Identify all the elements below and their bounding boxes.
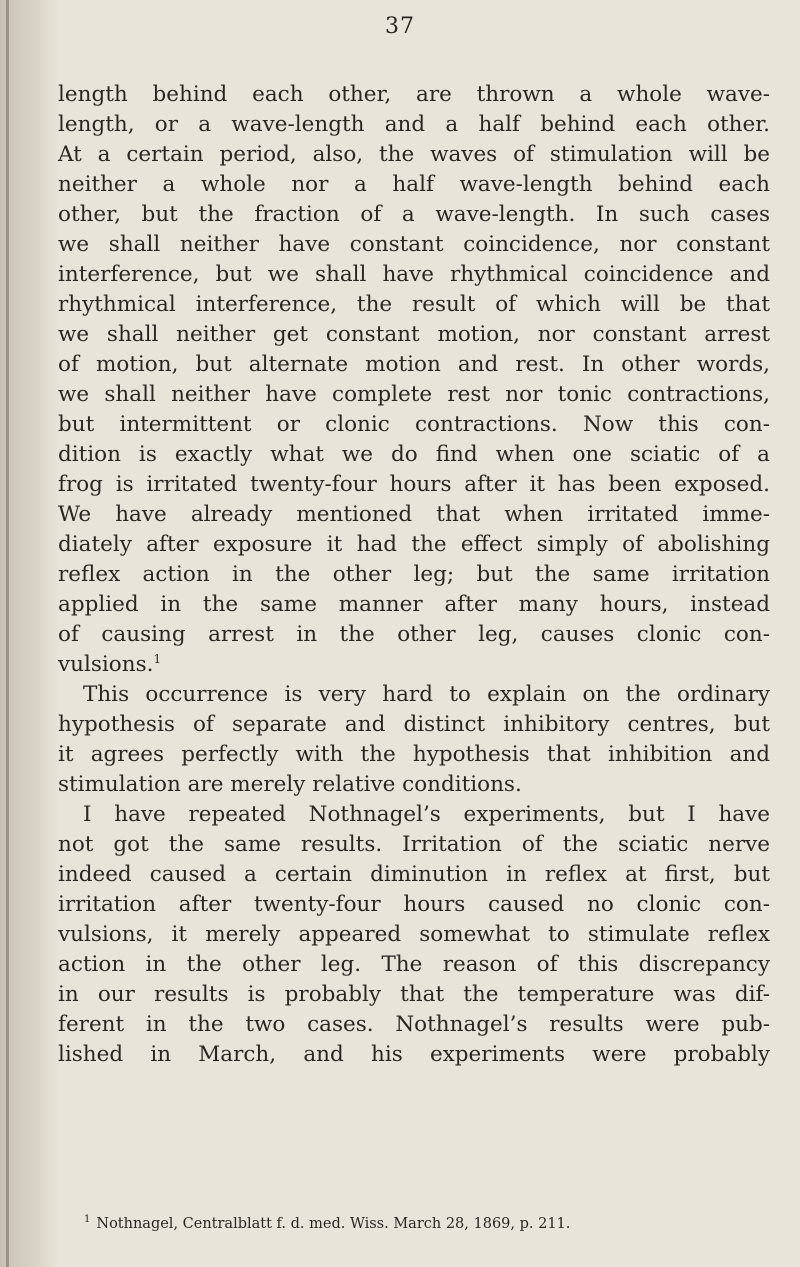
text-line-content: vulsions. (58, 652, 154, 677)
text-line-content: rhythmical interference, the result of which will be that (58, 292, 770, 317)
text-line (58, 110, 770, 140)
text-line-content: we shall neither get constant motion, nor constant arrest (58, 322, 770, 347)
footnote (84, 1214, 764, 1234)
text-line-content: reflex action in the other leg; but the same irritation (58, 562, 770, 587)
text-line-content: neither a whole nor a half wave-length behind each (58, 172, 770, 197)
text-line-content: vulsions, it merely appeared somewhat to stimulate reflex (58, 922, 770, 947)
text-line (58, 380, 770, 410)
text-line (58, 530, 770, 560)
text-line-content: We have already mentioned that when irritated imme- (58, 502, 770, 527)
text-line-content: length, or a wave-length and a half behind each other. (58, 112, 770, 137)
text-line (58, 350, 770, 380)
text-line-content: stimulation are merely relative conditions. (58, 772, 522, 797)
text-line-content: of motion, but alternate motion and rest. In other words, (58, 352, 770, 377)
text-line-content: applied in the same manner after many hours, instead (58, 592, 770, 617)
text-line (58, 1040, 770, 1070)
text-line (58, 650, 770, 680)
text-line-content: interference, but we shall have rhythmical coincidence and (58, 262, 770, 287)
text-line (58, 320, 770, 350)
text-line (58, 980, 770, 1010)
text-line-content: indeed caused a certain diminution in reflex at first, but (58, 862, 770, 887)
text-line-content: but intermittent or clonic contractions. Now this con- (58, 412, 770, 437)
text-line (58, 710, 770, 740)
text-line-content: diately after exposure it had the effect simply of abolishing (58, 532, 770, 557)
text-line (58, 440, 770, 470)
text-line-content: length behind each other, are thrown a whole wave- (58, 82, 770, 107)
footnote-text: Nothnagel, Centralblatt f. d. med. Wiss. March 28, 1869, p. 211. (96, 1216, 571, 1232)
binding-edge (6, 0, 9, 1267)
footnote-mark: 1 (84, 1214, 91, 1226)
text-line (58, 410, 770, 440)
footnote-reference: 1 (153, 651, 162, 666)
text-line (58, 950, 770, 980)
text-line (58, 920, 770, 950)
text-line-content: it agrees perfectly with the hypothesis that inhibition and (58, 742, 770, 767)
text-line (58, 80, 770, 110)
text-line-content: action in the other leg. The reason of this discrepancy (58, 952, 770, 977)
text-line-content: This occurrence is very hard to explain on the ordinary (83, 682, 770, 707)
text-line (58, 830, 770, 860)
text-line-content: At a certain period, also, the waves of stimulation will be (58, 142, 770, 167)
text-line (58, 560, 770, 590)
text-line-content: irritation after twenty-four hours caused no clonic con- (58, 892, 770, 917)
text-line (58, 260, 770, 290)
text-line-content: lished in March, and his experiments were probably (58, 1042, 770, 1067)
text-line-content: we shall neither have complete rest nor tonic contractions, (58, 382, 770, 407)
text-line-content: ferent in the two cases. Nothnagel’s results were pub- (58, 1012, 770, 1037)
text-line (58, 230, 770, 260)
text-line-content: not got the same results. Irritation of the sciatic nerve (58, 832, 770, 857)
text-line (58, 1010, 770, 1040)
text-line (58, 770, 770, 800)
text-line (58, 200, 770, 230)
text-line-content: hypothesis of separate and distinct inhibitory centres, but (58, 712, 770, 737)
text-line (58, 890, 770, 920)
text-line-content: in our results is probably that the temperature was dif- (58, 982, 770, 1007)
text-line-content: I have repeated Nothnagel’s experiments, but I have (83, 802, 770, 827)
text-line (58, 170, 770, 200)
text-line-content: frog is irritated twenty-four hours after it has been exposed. (58, 472, 770, 497)
text-line (58, 680, 770, 710)
text-line-content: dition is exactly what we do find when one sciatic of a (58, 442, 770, 467)
text-line-content: other, but the fraction of a wave-length. In such cases (58, 202, 770, 227)
body-text (58, 80, 770, 1070)
text-line (58, 470, 770, 500)
text-line (58, 140, 770, 170)
text-line (58, 740, 770, 770)
text-line (58, 290, 770, 320)
text-line (58, 500, 770, 530)
text-line-content: of causing arrest in the other leg, causes clonic con- (58, 622, 770, 647)
text-line-content: we shall neither have constant coincidence, nor constant (58, 232, 770, 257)
binding-gutter (0, 0, 60, 1267)
text-line (58, 590, 770, 620)
text-line (58, 800, 770, 830)
text-line (58, 620, 770, 650)
page-number: 37 (385, 14, 415, 39)
text-line (58, 860, 770, 890)
